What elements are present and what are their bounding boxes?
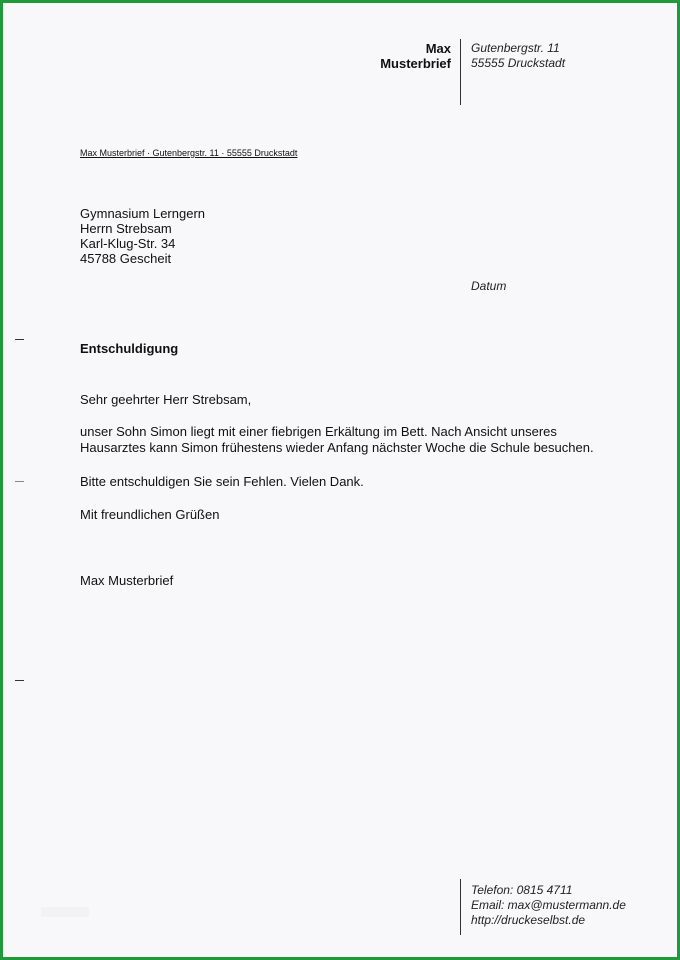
footer-website: http://druckeselbst.de	[471, 913, 586, 927]
fold-mark-top	[15, 339, 24, 340]
footer-divider	[460, 879, 461, 935]
letter-paragraph-1-line-2: Hausarztes kann Simon frühestens wieder Anfang nächster Woche die Schule besuchen.	[80, 440, 594, 455]
punch-mark	[15, 481, 24, 482]
sender-last-name: Musterbrief	[380, 56, 451, 71]
footer-contact	[471, 883, 626, 928]
sender-first-name: Max	[425, 41, 451, 56]
header-divider	[460, 39, 461, 105]
letter-signature: Max Musterbrief	[80, 573, 174, 588]
footer-email: Email: max@mustermann.de	[471, 898, 626, 912]
letter-paragraph-1	[80, 424, 620, 456]
faint-watermark	[41, 907, 89, 917]
date-label: Datum	[471, 279, 507, 293]
recipient-line-2: Herrn Strebsam	[80, 221, 172, 236]
recipient-line-3: Karl-Klug-Str. 34	[80, 236, 176, 251]
sender-address	[471, 41, 565, 71]
letter-paragraph-2: Bitte entschuldigen Sie sein Fehlen. Vielen Dank.	[80, 474, 364, 489]
recipient-address	[80, 206, 205, 266]
letter-greeting: Sehr geehrter Herr Strebsam,	[80, 392, 252, 407]
return-address-line: Max Musterbrief · Gutenbergstr. 11 · 55555 Druckstadt	[80, 148, 298, 158]
subject-line: Entschuldigung	[80, 341, 179, 356]
recipient-line-1: Gymnasium Lerngern	[80, 206, 205, 221]
footer-phone: Telefon: 0815 4711	[471, 883, 573, 897]
letter-paragraph-1-line-1: unser Sohn Simon liegt mit einer fiebrigen Erkältung im Bett. Nach Ansicht unseres	[80, 424, 557, 439]
fold-mark-bottom	[15, 680, 24, 681]
sender-name	[380, 41, 451, 71]
recipient-line-4: 45788 Gescheit	[80, 251, 172, 266]
sender-city: 55555 Druckstadt	[471, 56, 566, 70]
sender-street: Gutenbergstr. 11	[471, 41, 560, 55]
letter-closing: Mit freundlichen Grüßen	[80, 507, 220, 522]
